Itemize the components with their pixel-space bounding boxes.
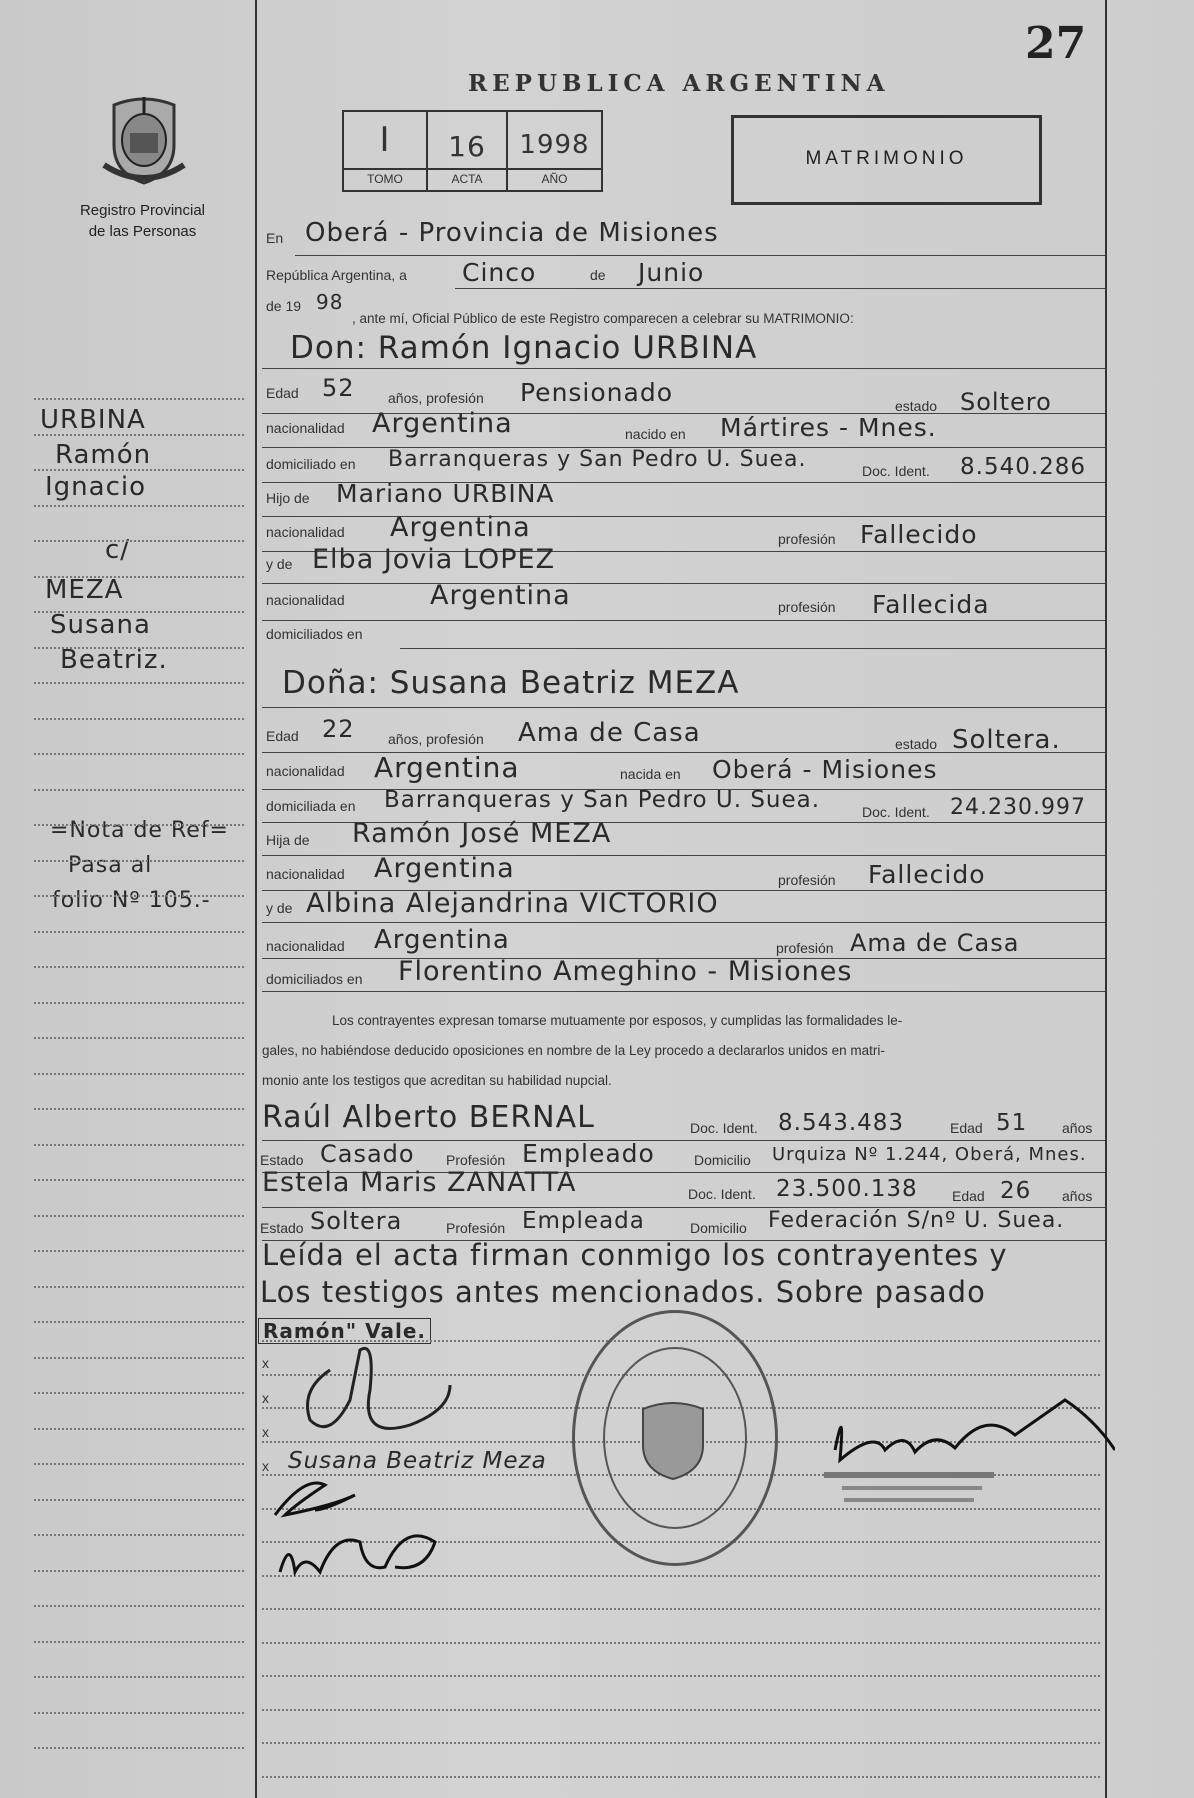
margin-ruled-line [34, 682, 244, 684]
margin-name-line: Ignacio [45, 472, 147, 502]
body-ruled-line [262, 1642, 1100, 1644]
margin-ruled-line [34, 1002, 244, 1004]
margin-ruled-line [34, 1676, 244, 1678]
witness1-profession: Empleado [522, 1139, 655, 1168]
margin-ruled-line [34, 647, 244, 649]
margin-ruled-line [34, 1641, 244, 1643]
groom-estado: Soltero [960, 388, 1052, 416]
bride-mother-nat: Argentina [374, 925, 510, 955]
groom-estado-label: estado [895, 398, 938, 414]
witness1-dom-label: Domicilio [694, 1152, 751, 1168]
witness1-estado-label: Estado [260, 1152, 304, 1168]
bride-mother-label: y de [266, 900, 293, 916]
witness1-doc: 8.543.483 [778, 1110, 905, 1136]
witness1-prof-label: Profesión [446, 1152, 506, 1168]
signature-mark-2: x [262, 1390, 269, 1406]
seal-emblem-icon [637, 1401, 709, 1481]
groom-signature [290, 1330, 480, 1455]
margin-ruled-line [34, 1357, 244, 1359]
margin-ruled-line [34, 1499, 244, 1501]
month-value: Junio [638, 258, 705, 287]
margin-ruled-line [34, 505, 244, 507]
witness2-doc-label: Doc. Ident. [688, 1186, 756, 1202]
registry-name-line2: de las Personas [88, 223, 197, 240]
margin-ruled-line [34, 1073, 244, 1075]
groom-prof-label: años, profesión [388, 390, 484, 406]
margin-ruled-line [34, 1179, 244, 1181]
margin-line-right [1105, 0, 1107, 1798]
groom-mother-prof-label: profesión [778, 599, 836, 615]
margin-ruled-line [34, 469, 244, 471]
witness2-dom-label: Domicilio [690, 1220, 747, 1236]
closing-line2: Los testigos antes mencionados. Sobre pasado [260, 1275, 986, 1309]
body-ruled-line [262, 1742, 1100, 1744]
tomo-label: TOMO [367, 172, 403, 186]
groom-doc: 8.540.286 [960, 454, 1087, 480]
bride-dom-label: domiciliada en [266, 798, 356, 814]
margin-ruled-line [34, 540, 244, 542]
acta-value: 16 [448, 130, 486, 163]
bride-age: 22 [322, 715, 355, 743]
witness1-name: Raúl Alberto BERNAL [262, 1100, 595, 1135]
groom-dom-label: domiciliado en [266, 456, 356, 472]
bride-mother-prof: Ama de Casa [850, 929, 1020, 957]
correction-note: Ramón" Vale. [258, 1318, 431, 1344]
margin-name-line: MEZA [45, 575, 124, 605]
signature-mark-1: x [262, 1355, 269, 1371]
official-seal [572, 1310, 778, 1566]
margin-ruled-line [34, 753, 244, 755]
acta-label: ACTA [451, 172, 483, 186]
margin-note-line: =Nota de Ref= [50, 818, 229, 843]
bride-father-nat-label: nacionalidad [266, 866, 345, 882]
groom-father-label: Hijo de [266, 490, 310, 506]
margin-ruled-line [34, 1463, 244, 1465]
margin-ruled-line [34, 718, 244, 720]
margin-ruled-line [34, 1428, 244, 1430]
groom-doc-label: Doc. Ident. [862, 463, 930, 479]
witness2-prof-label: Profesión [446, 1220, 506, 1236]
bride-mother: Albina Alejandrina VICTORIO [306, 888, 719, 919]
signature-mark-3: x [262, 1424, 269, 1440]
bride-born-label: nacida en [620, 766, 681, 782]
groom-mother-nat: Argentina [430, 580, 571, 611]
groom-nationality: Argentina [372, 408, 513, 439]
groom-nat-label: nacionalidad [266, 420, 345, 436]
margin-ruled-line [34, 1570, 244, 1572]
margin-name-line: Susana [50, 610, 151, 640]
groom-father-nat-label: nacionalidad [266, 524, 345, 540]
groom-mother: Elba Jovia LOPEZ [312, 544, 556, 575]
margin-note-line: folio Nº 105.- [52, 888, 211, 913]
witness2-anos-label: años [1062, 1188, 1093, 1204]
margin-ruled-line [34, 1108, 244, 1110]
official-name-stamp [824, 1468, 1004, 1508]
margin-ruled-line [34, 1037, 244, 1039]
margin-ruled-line [34, 1712, 244, 1714]
de-label: de [590, 267, 606, 283]
margin-ruled-line [34, 434, 244, 436]
groom-mother-nat-label: nacionalidad [266, 592, 345, 608]
year-prefix: de 19 [266, 298, 302, 314]
margin-ruled-line [34, 789, 244, 791]
bride-nat-label: nacionalidad [266, 763, 345, 779]
witness2-edad-label: Edad [952, 1188, 985, 1204]
witness1-estado: Casado [320, 1140, 415, 1168]
margin-ruled-line [34, 398, 244, 400]
witness1-domicile: Urquiza Nº 1.244, Oberá, Mnes. [772, 1144, 1087, 1165]
signature-mark-4: x [262, 1458, 269, 1474]
declaration-line2: gales, no habiéndose deducido oposiciones en nombre de la Ley procedo a declararlos unidos en matri- [262, 1043, 885, 1058]
bride-mother-nat-label: nacionalidad [266, 938, 345, 954]
witness1-age: 51 [996, 1110, 1028, 1136]
margin-name-line: URBINA [40, 405, 146, 435]
margin-ruled-line [34, 1534, 244, 1536]
margin-ruled-line [34, 1747, 244, 1749]
tomo-value: I [379, 120, 391, 160]
bride-signature: Susana Beatriz Meza [288, 1448, 547, 1474]
witness1-edad-label: Edad [950, 1120, 983, 1136]
margin-ruled-line [34, 1250, 244, 1252]
declaration-line1: Los contrayentes expresan tomarse mutuamente por esposos, y cumplidas las formalidades le- [332, 1013, 903, 1028]
folio-number: 27 [1025, 18, 1087, 69]
margin-ruled-line [34, 611, 244, 613]
registry-name-line1: Registro Provincial [79, 202, 206, 219]
bride-doc-label: Doc. Ident. [862, 804, 930, 820]
body-ruled-line [262, 1608, 1100, 1610]
bride-parents-dom-label: domiciliados en [266, 971, 363, 987]
margin-name-line: c/ [105, 535, 131, 565]
bride-father-label: Hija de [266, 832, 310, 848]
groom-profession: Pensionado [520, 378, 674, 407]
margin-ruled-line [34, 1144, 244, 1146]
republica-label: República Argentina, a [266, 267, 407, 283]
closing-line1: Leída el acta firman conmigo los contrayentes y [262, 1238, 1008, 1272]
bride-father: Ramón José MEZA [352, 818, 612, 849]
ano-value: 1998 [519, 130, 590, 160]
groom-mother-prof: Fallecida [872, 590, 990, 619]
bride-name: Doña: Susana Beatriz MEZA [282, 665, 740, 701]
witness2-profession: Empleada [522, 1208, 645, 1234]
margin-ruled-line [34, 576, 244, 578]
record-type-box [731, 115, 1042, 205]
witness2-name: Estela Maris ZANATTA [262, 1167, 577, 1198]
witness1-doc-label: Doc. Ident. [690, 1120, 758, 1136]
witness2-estado: Soltera [310, 1207, 403, 1235]
margin-ruled-line [34, 895, 244, 897]
day-value: Cinco [462, 258, 537, 287]
record-type-label: MATRIMONIO [805, 148, 968, 169]
body-ruled-line [262, 1675, 1100, 1677]
statement-text: , ante mí, Oficial Público de este Registro comparecen a celebrar su MATRIMONIO: [352, 311, 854, 326]
body-ruled-line [262, 1776, 1100, 1778]
bride-mother-prof-label: profesión [776, 940, 834, 956]
year-suffix: 98 [316, 290, 344, 314]
margin-ruled-line [34, 966, 244, 968]
groom-mother-label: y de [266, 556, 293, 572]
margin-ruled-line [34, 1392, 244, 1394]
margin-ruled-line [34, 1286, 244, 1288]
bride-parents-dom: Florentino Ameghino - Misiones [398, 956, 853, 987]
groom-father-nat: Argentina [390, 512, 531, 543]
place-value: Oberá - Provincia de Misiones [305, 218, 719, 248]
groom-parents-dom-label: domiciliados en [266, 626, 363, 642]
record-reference-box [342, 110, 603, 192]
bride-father-prof: Fallecido [868, 860, 986, 889]
margin-line-left [255, 0, 257, 1798]
witness1-anos-label: años [1062, 1120, 1093, 1136]
country-title: REPUBLICA ARGENTINA [468, 70, 890, 97]
groom-father: Mariano URBINA [336, 479, 555, 508]
witness2-signature [265, 1512, 455, 1597]
margin-ruled-line [34, 1605, 244, 1607]
bride-estado-label: estado [895, 736, 938, 752]
declaration-line3: monio ante los testigos que acreditan su habilidad nupcial. [262, 1073, 612, 1088]
bride-born: Oberá - Misiones [712, 755, 938, 784]
body-ruled-line [262, 1709, 1100, 1711]
margin-ruled-line [34, 860, 244, 862]
groom-father-prof: Fallecido [860, 520, 978, 549]
coat-of-arms-emblem [100, 95, 188, 187]
en-label: En [266, 230, 284, 246]
groom-born-label: nacido en [625, 426, 686, 442]
margin-ruled-line [34, 1215, 244, 1217]
groom-edad-label: Edad [266, 385, 299, 401]
witness2-estado-label: Estado [260, 1220, 304, 1236]
groom-name: Don: Ramón Ignacio URBINA [290, 330, 758, 366]
margin-name-line: Ramón [55, 440, 152, 470]
ano-label: AÑO [541, 172, 568, 186]
groom-born: Mártires - Mnes. [720, 413, 937, 442]
groom-father-prof-label: profesión [778, 531, 836, 547]
groom-domicile: Barranqueras y San Pedro U. Suea. [388, 447, 807, 472]
margin-ruled-line [34, 1321, 244, 1323]
bride-father-nat: Argentina [374, 853, 515, 884]
margin-ruled-line [34, 824, 244, 826]
witness2-doc: 23.500.138 [776, 1176, 918, 1202]
groom-age: 52 [322, 374, 355, 402]
margin-name-line: Beatriz. [60, 645, 168, 675]
margin-ruled-line [34, 931, 244, 933]
bride-domicile: Barranqueras y San Pedro U. Suea. [384, 787, 821, 813]
bride-profession: Ama de Casa [518, 718, 701, 748]
witness2-age: 26 [1000, 1178, 1032, 1204]
bride-edad-label: Edad [266, 728, 299, 744]
bride-doc: 24.230.997 [950, 795, 1086, 820]
bride-nationality: Argentina [374, 751, 520, 784]
bride-estado: Soltera. [952, 725, 1061, 755]
margin-note-line: Pasa al [68, 853, 153, 878]
bride-prof-label: años, profesión [388, 731, 484, 747]
witness2-domicile: Federación S/nº U. Suea. [768, 1208, 1065, 1233]
bride-father-prof-label: profesión [778, 872, 836, 888]
